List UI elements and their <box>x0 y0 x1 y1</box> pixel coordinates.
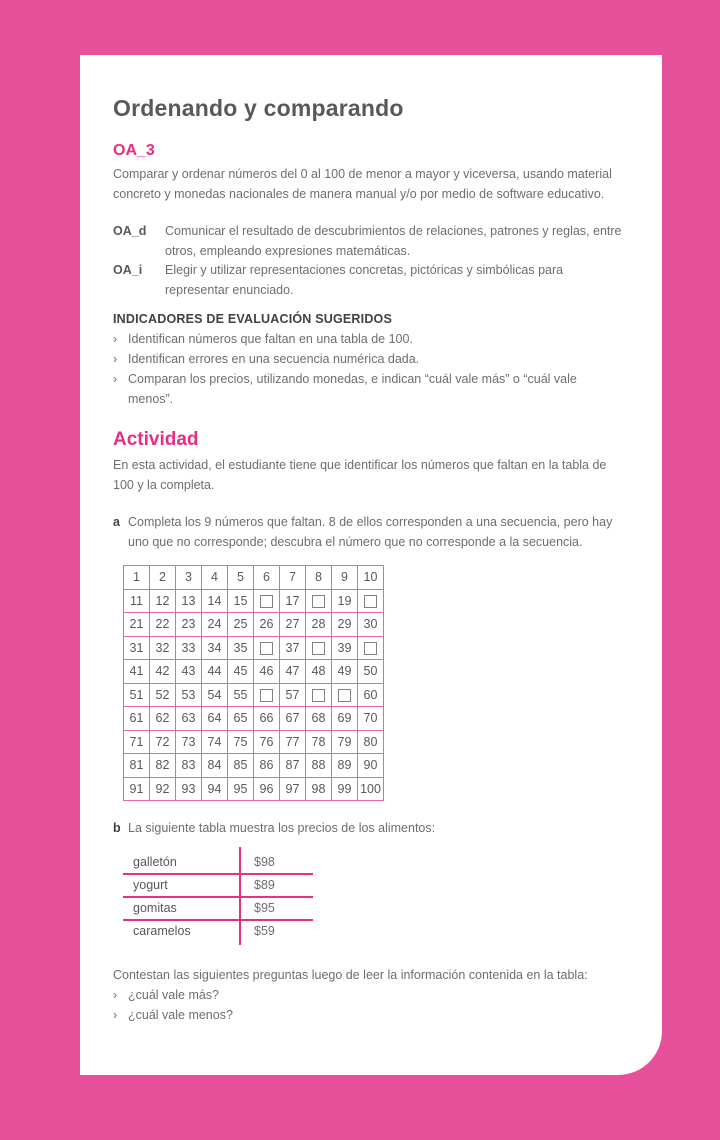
price-item-name: galletón <box>133 855 177 869</box>
objective-text: Comunicar el resultado de descubrimientos de relaciones, patrones y reglas, entre otros, empleando expresiones matemáticas. <box>165 224 622 258</box>
objective-row <box>113 261 624 300</box>
bullet-icon: › <box>113 352 118 366</box>
item-b-label: b <box>113 821 121 835</box>
price-item-name: gomitas <box>133 901 177 915</box>
oa3-heading: OA_3 <box>113 142 155 159</box>
missing-number-box <box>260 642 273 655</box>
objective-label: OA_d <box>113 224 147 238</box>
grid-cell: 77 <box>280 730 306 754</box>
price-item-name: caramelos <box>133 924 191 938</box>
bullet-icon: › <box>113 372 118 386</box>
grid-cell: 39 <box>332 636 358 660</box>
bullet-icon: › <box>113 1008 118 1022</box>
grid-cell: 24 <box>202 613 228 637</box>
grid-cell: 49 <box>332 660 358 684</box>
grid-cell: 95 <box>228 777 254 801</box>
price-row <box>123 852 313 875</box>
indicators-heading: INDICADORES DE EVALUACIÓN SUGERIDOS <box>113 312 393 326</box>
grid-cell: 51 <box>124 683 150 707</box>
question-item <box>113 985 624 1005</box>
grid-cell: 47 <box>280 660 306 684</box>
grid-cell: 6 <box>254 566 280 590</box>
missing-number-box <box>338 689 351 702</box>
grid-cell: 76 <box>254 730 280 754</box>
item-a-label: a <box>113 515 120 529</box>
grid-cell: 54 <box>202 683 228 707</box>
price-table <box>123 852 313 942</box>
item-a-text: Completa los 9 números que faltan. 8 de ellos corresponden a una secuencia, pero hay uno que no corresponde; descubra el número que no corresponde a la secuencia. <box>128 515 613 549</box>
missing-number-box <box>260 595 273 608</box>
grid-cell: 7 <box>280 566 306 590</box>
grid-cell: 5 <box>228 566 254 590</box>
grid-cell: 4 <box>202 566 228 590</box>
objective-text: Elegir y utilizar representaciones concretas, pictóricas y simbólicas para representar enunciado. <box>165 263 564 297</box>
question-text: ¿cuál vale más? <box>128 988 220 1002</box>
grid-cell: 1 <box>124 566 150 590</box>
worksheet-card <box>80 55 662 1075</box>
missing-number-box <box>312 595 325 608</box>
grid-cell: 60 <box>358 683 384 707</box>
grid-cell <box>306 589 332 613</box>
grid-cell: 50 <box>358 660 384 684</box>
grid-cell <box>358 589 384 613</box>
grid-cell: 81 <box>124 754 150 778</box>
activity-heading: Actividad <box>113 429 199 450</box>
hundreds-table-body <box>124 566 384 801</box>
indicator-item <box>113 369 624 409</box>
price-row <box>123 875 313 898</box>
grid-cell: 35 <box>228 636 254 660</box>
grid-cell: 68 <box>306 707 332 731</box>
item-b-text: La siguiente tabla muestra los precios de los alimentos: <box>128 821 436 835</box>
grid-cell <box>254 683 280 707</box>
grid-cell: 23 <box>176 613 202 637</box>
grid-cell: 45 <box>228 660 254 684</box>
grid-cell: 34 <box>202 636 228 660</box>
grid-cell: 65 <box>228 707 254 731</box>
grid-cell: 17 <box>280 589 306 613</box>
grid-cell: 27 <box>280 613 306 637</box>
grid-cell: 26 <box>254 613 280 637</box>
activity-intro: En esta actividad, el estudiante tiene que identificar los números que faltan en la tabla de 100 y la completa. <box>113 458 607 492</box>
grid-cell: 25 <box>228 613 254 637</box>
objectives-list <box>113 222 624 300</box>
grid-cell: 72 <box>150 730 176 754</box>
grid-cell: 43 <box>176 660 202 684</box>
grid-cell: 79 <box>332 730 358 754</box>
indicator-item <box>113 329 624 349</box>
grid-cell: 10 <box>358 566 384 590</box>
grid-cell: 62 <box>150 707 176 731</box>
grid-cell <box>332 683 358 707</box>
grid-cell: 57 <box>280 683 306 707</box>
grid-cell: 19 <box>332 589 358 613</box>
grid-cell: 92 <box>150 777 176 801</box>
grid-cell: 88 <box>306 754 332 778</box>
indicator-text: Identifican números que faltan en una tabla de 100. <box>128 332 413 346</box>
grid-cell: 67 <box>280 707 306 731</box>
objective-label: OA_i <box>113 263 143 277</box>
oa3-description: Comparar y ordenar números del 0 al 100 de menor a mayor y viceversa, usando material concreto y monedas nacionales de manera manual y/o por medio de software educativo. <box>113 167 612 201</box>
grid-cell <box>254 636 280 660</box>
grid-cell: 21 <box>124 613 150 637</box>
grid-cell: 61 <box>124 707 150 731</box>
grid-cell: 91 <box>124 777 150 801</box>
question-text: ¿cuál vale menos? <box>128 1008 233 1022</box>
missing-number-box <box>364 595 377 608</box>
grid-cell: 89 <box>332 754 358 778</box>
price-item-value: $89 <box>254 878 275 892</box>
indicator-text: Identifican errores en una secuencia numérica dada. <box>128 352 420 366</box>
activity-item-a <box>113 513 624 552</box>
missing-number-box <box>312 689 325 702</box>
grid-cell: 96 <box>254 777 280 801</box>
grid-cell: 75 <box>228 730 254 754</box>
grid-cell: 37 <box>280 636 306 660</box>
grid-cell: 70 <box>358 707 384 731</box>
price-item-value: $59 <box>254 924 275 938</box>
grid-cell: 15 <box>228 589 254 613</box>
grid-cell: 31 <box>124 636 150 660</box>
grid-cell: 33 <box>176 636 202 660</box>
page-title: Ordenando y comparando <box>113 95 404 121</box>
grid-cell <box>358 636 384 660</box>
grid-cell: 30 <box>358 613 384 637</box>
missing-number-box <box>312 642 325 655</box>
grid-cell: 98 <box>306 777 332 801</box>
grid-cell: 94 <box>202 777 228 801</box>
grid-cell: 80 <box>358 730 384 754</box>
indicator-item <box>113 349 624 369</box>
grid-cell: 64 <box>202 707 228 731</box>
grid-cell: 74 <box>202 730 228 754</box>
grid-cell: 52 <box>150 683 176 707</box>
grid-cell: 48 <box>306 660 332 684</box>
indicator-text: Comparan los precios, utilizando monedas, e indican “cuál vale más” o “cuál vale menos”. <box>128 372 577 406</box>
question-item <box>113 1005 624 1025</box>
grid-cell: 3 <box>176 566 202 590</box>
grid-cell: 84 <box>202 754 228 778</box>
grid-cell: 46 <box>254 660 280 684</box>
price-item-name: yogurt <box>133 878 168 892</box>
bullet-icon: › <box>113 332 118 346</box>
price-row <box>123 921 313 942</box>
grid-cell: 87 <box>280 754 306 778</box>
grid-cell: 28 <box>306 613 332 637</box>
grid-cell: 32 <box>150 636 176 660</box>
grid-cell: 2 <box>150 566 176 590</box>
grid-cell: 83 <box>176 754 202 778</box>
price-table-divider <box>239 847 241 945</box>
price-item-value: $95 <box>254 901 275 915</box>
grid-cell: 44 <box>202 660 228 684</box>
grid-cell: 90 <box>358 754 384 778</box>
grid-cell: 13 <box>176 589 202 613</box>
activity-item-b <box>113 819 624 839</box>
hundreds-table <box>123 565 384 801</box>
grid-cell: 41 <box>124 660 150 684</box>
missing-number-box <box>260 689 273 702</box>
price-row <box>123 898 313 921</box>
grid-cell: 99 <box>332 777 358 801</box>
missing-number-box <box>364 642 377 655</box>
grid-cell: 69 <box>332 707 358 731</box>
grid-cell: 78 <box>306 730 332 754</box>
questions-section <box>113 966 624 1026</box>
grid-cell: 73 <box>176 730 202 754</box>
grid-cell: 71 <box>124 730 150 754</box>
indicators-section <box>113 312 624 409</box>
grid-cell: 14 <box>202 589 228 613</box>
objective-row <box>113 222 624 261</box>
grid-cell: 42 <box>150 660 176 684</box>
grid-cell <box>306 636 332 660</box>
grid-cell: 9 <box>332 566 358 590</box>
grid-cell: 11 <box>124 589 150 613</box>
grid-cell: 63 <box>176 707 202 731</box>
grid-cell: 8 <box>306 566 332 590</box>
grid-cell: 12 <box>150 589 176 613</box>
grid-cell: 100 <box>358 777 384 801</box>
grid-cell <box>306 683 332 707</box>
grid-cell: 85 <box>228 754 254 778</box>
questions-intro: Contestan las siguientes preguntas luego de leer la información contenida en la tabla: <box>113 967 588 982</box>
grid-cell: 53 <box>176 683 202 707</box>
grid-cell <box>254 589 280 613</box>
grid-cell: 82 <box>150 754 176 778</box>
grid-cell: 22 <box>150 613 176 637</box>
grid-cell: 97 <box>280 777 306 801</box>
price-item-value: $98 <box>254 855 275 869</box>
grid-cell: 66 <box>254 707 280 731</box>
grid-cell: 29 <box>332 613 358 637</box>
grid-cell: 93 <box>176 777 202 801</box>
grid-cell: 55 <box>228 683 254 707</box>
bullet-icon: › <box>113 988 118 1002</box>
grid-cell: 86 <box>254 754 280 778</box>
